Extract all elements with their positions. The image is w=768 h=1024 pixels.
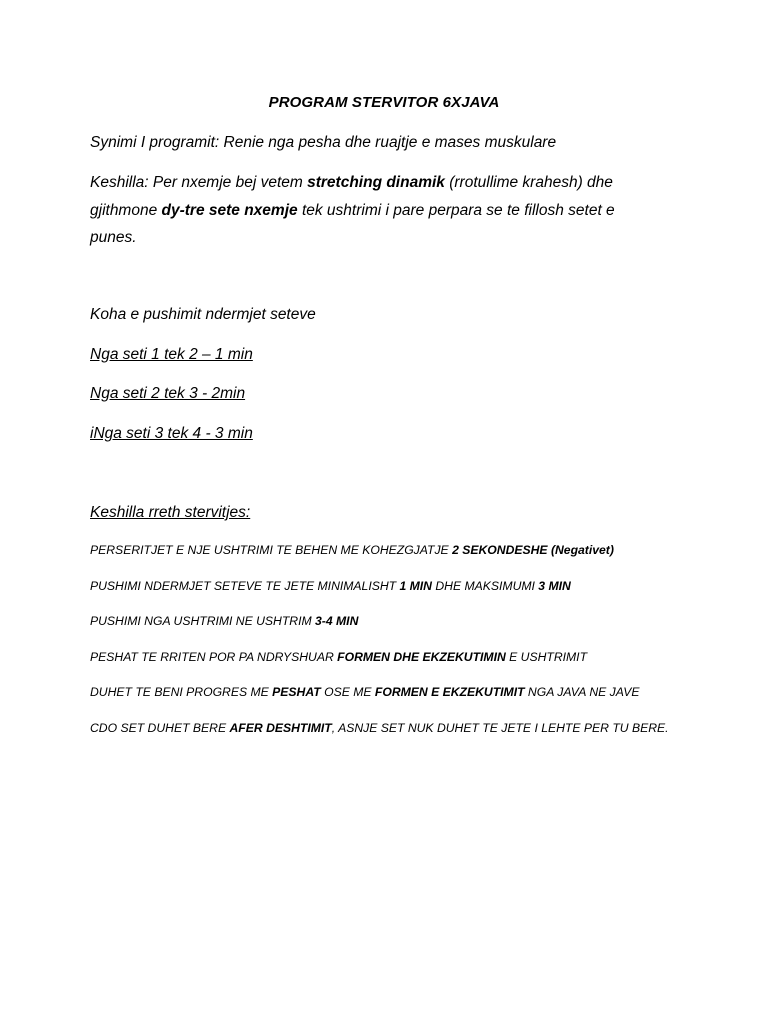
rest-item-2: Nga seti 2 tek 3 - 2min — [90, 385, 246, 402]
tip-5 — [90, 685, 639, 699]
tip-3 — [90, 614, 358, 628]
tip-emphasis: 2 SEKONDESHE (Negativet) — [452, 543, 614, 557]
tip-emphasis: FORMEN DHE EKZEKUTIMIN — [337, 650, 506, 664]
tip-text: DUHET TE BENI PROGRES ME — [90, 685, 273, 699]
tip-emphasis: FORMEN E EKZEKUTIMIT — [374, 685, 525, 699]
tip-text: PESHAT TE RRITEN POR PA NDRYSHUAR — [90, 650, 338, 664]
document-title: PROGRAM STERVITOR 6XJAVA — [268, 94, 500, 111]
tip-6 — [90, 721, 669, 735]
advice-text: Keshilla: Per nxemje bej vetem — [90, 174, 308, 191]
tip-text: , ASNJE SET NUK DUHET TE JETE I LEHTE PER TU BERE. — [331, 721, 669, 735]
rest-item-3: iNga seti 3 tek 4 - 3 min — [90, 425, 253, 442]
tips-heading: Keshilla rreth stervitjes: — [90, 504, 251, 521]
advice-line-1 — [90, 174, 613, 192]
tip-4 — [90, 650, 587, 664]
rest-item-1: Nga seti 1 tek 2 – 1 min — [90, 346, 253, 363]
rest-heading: Koha e pushimit ndermjet seteve — [90, 306, 316, 323]
advice-emphasis: stretching dinamik — [307, 174, 445, 191]
tip-emphasis: PESHAT — [272, 685, 321, 699]
advice-text: tek ushtrimi i pare perpara se te fillosh setet e — [297, 202, 615, 219]
tip-text: E USHTRIMIT — [505, 650, 588, 664]
tip-1 — [90, 543, 614, 557]
tip-emphasis: AFER DESHTIMIT — [229, 721, 332, 735]
advice-line-3: punes. — [90, 229, 137, 246]
tip-text: NGA JAVA NE JAVE — [524, 685, 640, 699]
advice-text: (rrotullime krahesh) dhe — [444, 174, 613, 191]
tip-emphasis: 3-4 MIN — [315, 614, 359, 628]
tip-emphasis: 1 MIN — [399, 579, 432, 593]
tip-2 — [90, 579, 571, 593]
tip-text: PUSHIMI NDERMJET SETEVE TE JETE MINIMALISHT — [90, 579, 400, 593]
tip-text: CDO SET DUHET BERE — [90, 721, 230, 735]
tip-text: DHE MAKSIMUMI — [431, 579, 539, 593]
tip-text: PUSHIMI NGA USHTRIMI NE USHTRIM — [90, 614, 316, 628]
tip-text: PERSERITJET E NJE USHTRIMI TE BEHEN ME KOHEZGJATJE — [90, 543, 453, 557]
tip-emphasis: 3 MIN — [538, 579, 571, 593]
tip-text: OSE ME — [320, 685, 375, 699]
advice-text: gjithmone — [90, 202, 162, 219]
advice-line-2 — [90, 202, 615, 220]
program-goal: Synimi I programit: Renie nga pesha dhe ruajtje e mases muskulare — [90, 134, 557, 151]
advice-emphasis: dy-tre sete nxemje — [161, 202, 298, 219]
